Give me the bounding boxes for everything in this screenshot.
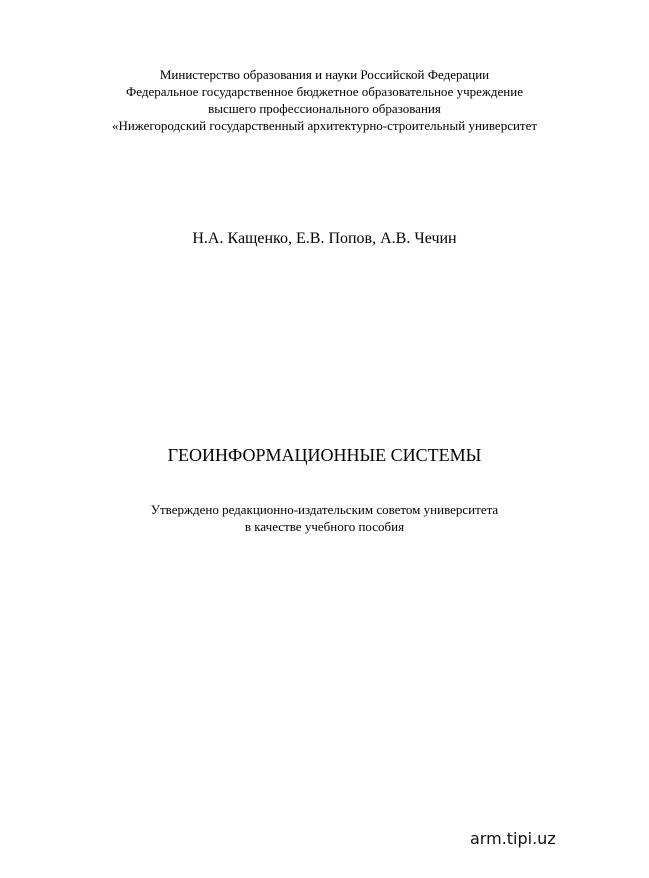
approval-line-2: в качестве учебного пособия (244, 519, 405, 534)
header-line-education-level: высшего профессионального образования (208, 101, 441, 116)
header-line-institution-type: Федеральное государственное бюджетное образовательное учреждение (126, 84, 523, 99)
header-line-university: «Нижегородский государственный архитектурно-строительный университет (111, 118, 538, 133)
approval-line-1: Утверждено редакционно-издательским советом университета (150, 502, 499, 517)
document-title: ГЕОИНФОРМАЦИОННЫЕ СИСТЕМЫ (167, 445, 482, 465)
source-watermark: arm.tipi.uz (470, 829, 556, 848)
authors: Н.А. Кащенко, Е.В. Попов, А.В. Чечин (192, 230, 457, 247)
header-line-ministry: Министерство образования и науки Российской Федерации (159, 67, 490, 82)
approval-note (0, 501, 649, 535)
institution-header (0, 66, 649, 134)
